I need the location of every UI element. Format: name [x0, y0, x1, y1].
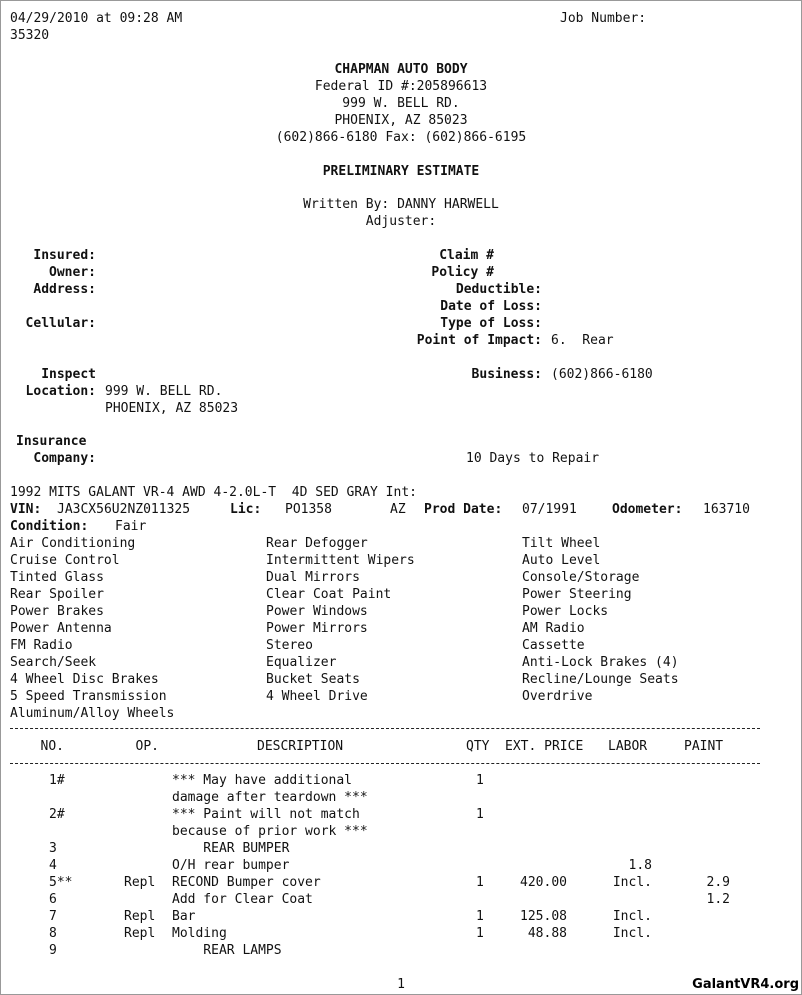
line-item-description: Add for Clear Coat: [172, 892, 313, 907]
vehicle-option: Dual Mirrors: [266, 570, 360, 585]
address-label: Address:: [33, 282, 96, 297]
line-item-ext-price: 420.00: [520, 875, 567, 890]
line-item-description: REAR BUMPER: [172, 841, 290, 856]
line-item-labor: Incl.: [612, 909, 652, 924]
line-item-description: because of prior work ***: [172, 824, 368, 839]
line-item-op: Repl: [124, 875, 156, 890]
vin-value: JA3CX56U2NZ011325: [57, 502, 191, 517]
vehicle-option: Air Conditioning: [10, 536, 136, 551]
job-number: 35320: [10, 28, 50, 43]
line-item-paint: 2.9: [706, 875, 730, 890]
line-item-number: 3: [49, 841, 57, 856]
line-item-qty: 1: [476, 926, 484, 941]
business-phone: (602)866-6180: [551, 367, 653, 382]
shop-address-1: 999 W. BELL RD.: [342, 96, 460, 111]
vehicle-option: Power Antenna: [10, 621, 112, 636]
table-top-rule: [10, 728, 760, 729]
line-item-qty: 1: [476, 807, 484, 822]
type-of-loss-label: Type of Loss:: [440, 316, 542, 331]
vehicle-option: Stereo: [266, 638, 313, 653]
vehicle-option: 4 Wheel Disc Brakes: [10, 672, 159, 687]
condition-value: Fair: [115, 519, 147, 534]
repair-days: 10 Days to Repair: [466, 451, 600, 466]
vehicle-option: Anti-Lock Brakes (4): [522, 655, 679, 670]
inspect-address-1: 999 W. BELL RD.: [105, 384, 223, 399]
watermark: GalantVR4.org: [692, 977, 799, 992]
shop-name: CHAPMAN AUTO BODY: [334, 62, 468, 77]
line-item-number: 1#: [49, 773, 65, 788]
vehicle-option: Power Locks: [522, 604, 609, 619]
federal-id: Federal ID #:205896613: [314, 79, 488, 94]
vehicle-option: Intermittent Wipers: [266, 553, 415, 568]
line-item-op: Repl: [124, 926, 156, 941]
inspect-address-2: PHOENIX, AZ 85023: [105, 401, 239, 416]
odometer-value: 163710: [703, 502, 750, 517]
vehicle-option: Tinted Glass: [10, 570, 104, 585]
col-header-labor: LABOR: [608, 739, 648, 754]
state-value: AZ: [390, 502, 406, 517]
line-item-qty: 1: [476, 909, 484, 924]
adjuster: Adjuster:: [365, 214, 437, 229]
vehicle-option: Power Windows: [266, 604, 368, 619]
vehicle-option: FM Radio: [10, 638, 73, 653]
vehicle-option: Aluminum/Alloy Wheels: [10, 706, 175, 721]
odometer-label: Odometer:: [612, 502, 683, 517]
line-item-number: 5**: [49, 875, 73, 890]
vehicle-option: Tilt Wheel: [522, 536, 601, 551]
shop-address-2: PHOENIX, AZ 85023: [334, 113, 468, 128]
line-item-qty: 1: [476, 875, 484, 890]
owner-label: Owner:: [49, 265, 96, 280]
vehicle-option: Power Brakes: [10, 604, 104, 619]
line-item-number: 6: [49, 892, 57, 907]
condition-label: Condition:: [10, 519, 89, 534]
line-item-op: Repl: [124, 909, 156, 924]
vehicle-option: Recline/Lounge Seats: [522, 672, 679, 687]
company-label: Company:: [33, 451, 96, 466]
line-item-qty: 1: [476, 773, 484, 788]
date-of-loss-label: Date of Loss:: [440, 299, 542, 314]
line-item-number: 9: [49, 943, 57, 958]
vehicle-option: 5 Speed Transmission: [10, 689, 167, 704]
job-number-label: Job Number:: [560, 11, 647, 26]
table-header-rule: [10, 763, 760, 764]
written-by: Written By: DANNY HARWELL: [303, 197, 499, 212]
vehicle-option: Power Steering: [522, 587, 632, 602]
line-item-description: *** May have additional: [172, 773, 353, 788]
line-item-description: Molding: [172, 926, 227, 941]
col-header-op: OP.: [135, 739, 159, 754]
claim-label: Claim #: [439, 248, 494, 263]
page-number: 1: [397, 977, 405, 992]
line-item-description: Bar: [172, 909, 196, 924]
vehicle-option: Console/Storage: [522, 570, 640, 585]
location-label: Location:: [25, 384, 96, 399]
prod-date-value: 07/1991: [522, 502, 577, 517]
shop-phone: (602)866-6180 Fax: (602)866-6195: [275, 130, 527, 145]
vehicle-option: Rear Spoiler: [10, 587, 104, 602]
vehicle-option: Power Mirrors: [266, 621, 368, 636]
vehicle-option: Rear Defogger: [266, 536, 368, 551]
inspect-label: Inspect: [41, 367, 96, 382]
insurance-label: Insurance: [16, 434, 87, 449]
vehicle-option: AM Radio: [522, 621, 585, 636]
line-item-description: *** Paint will not match: [172, 807, 360, 822]
line-item-description: damage after teardown ***: [172, 790, 368, 805]
line-item-number: 2#: [49, 807, 65, 822]
vehicle-option: Auto Level: [522, 553, 601, 568]
line-item-ext-price: 125.08: [520, 909, 567, 924]
point-of-impact-value: 6. Rear: [551, 333, 614, 348]
vehicle-description: 1992 MITS GALANT VR-4 AWD 4-2.0L-T 4D SED GRAY Int:: [10, 485, 417, 500]
line-item-number: 4: [49, 858, 57, 873]
col-header-description: DESCRIPTION: [257, 739, 344, 754]
vehicle-option: Bucket Seats: [266, 672, 360, 687]
point-of-impact-label: Point of Impact:: [416, 333, 542, 348]
col-header-ext-price: EXT. PRICE: [505, 739, 584, 754]
col-header-no: NO.: [40, 739, 64, 754]
business-label: Business:: [471, 367, 542, 382]
vehicle-option: Equalizer: [266, 655, 337, 670]
lic-value: PO1358: [285, 502, 332, 517]
line-item-labor: Incl.: [612, 875, 652, 890]
vehicle-option: Clear Coat Paint: [266, 587, 392, 602]
cellular-label: Cellular:: [25, 316, 96, 331]
line-item-number: 8: [49, 926, 57, 941]
line-item-ext-price: 48.88: [527, 926, 567, 941]
print-datetime: 04/29/2010 at 09:28 AM: [10, 11, 183, 26]
line-item-description: O/H rear bumper: [172, 858, 290, 873]
line-item-labor: 1.8: [628, 858, 652, 873]
vehicle-option: Overdrive: [522, 689, 593, 704]
line-item-labor: Incl.: [612, 926, 652, 941]
insured-label: Insured:: [33, 248, 96, 263]
vin-label: VIN:: [10, 502, 42, 517]
vehicle-option: 4 Wheel Drive: [266, 689, 368, 704]
col-header-paint: PAINT: [684, 739, 724, 754]
lic-label: Lic:: [230, 502, 262, 517]
deductible-label: Deductible:: [455, 282, 542, 297]
prod-date-label: Prod Date:: [424, 502, 503, 517]
line-item-paint: 1.2: [706, 892, 730, 907]
document-title: PRELIMINARY ESTIMATE: [322, 164, 480, 179]
line-item-description: REAR LAMPS: [172, 943, 282, 958]
line-item-description: RECOND Bumper cover: [172, 875, 321, 890]
line-item-number: 7: [49, 909, 57, 924]
vehicle-option: Cassette: [522, 638, 585, 653]
vehicle-option: Search/Seek: [10, 655, 97, 670]
policy-label: Policy #: [431, 265, 494, 280]
vehicle-option: Cruise Control: [10, 553, 120, 568]
col-header-qty: QTY: [466, 739, 490, 754]
